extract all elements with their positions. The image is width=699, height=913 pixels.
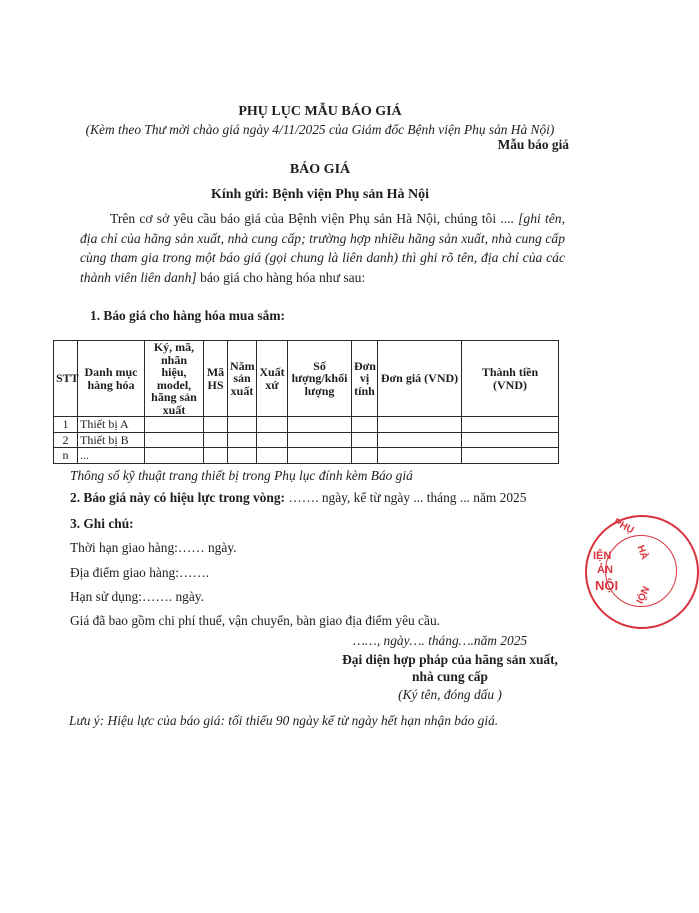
stamp-ring-text: PHỤ (611, 516, 636, 537)
cell (228, 448, 257, 464)
stamp-center-text: ẢN (597, 564, 613, 576)
row-name: Thiết bị B (78, 432, 145, 448)
table-row (54, 432, 559, 448)
stamp-ring-text: NỘI (633, 584, 651, 605)
cell (257, 448, 288, 464)
stamp-ring-text: HÀ (634, 543, 650, 562)
cell (257, 417, 288, 433)
validity-line (70, 490, 526, 506)
cell (462, 432, 559, 448)
cell (462, 448, 559, 464)
cell (204, 417, 228, 433)
stamp-center-text: IỆN (593, 550, 612, 562)
header-don-gia: Đơn giá (VND) (378, 341, 462, 417)
cell (462, 417, 559, 433)
validity-footnote: Lưu ý: Hiệu lực của báo giá: tối thiểu 90 ngày kể từ ngày hết hạn nhận báo giá. (69, 713, 499, 728)
quotation-table (53, 340, 559, 464)
delivery-time: Thời hạn giao hàng:…… ngày. (70, 540, 237, 555)
table-note: Thông số kỹ thuật trang thiết bị trong Phụ lục đính kèm Báo giá (70, 468, 413, 483)
row-name: Thiết bị A (78, 417, 145, 433)
validity-text: ……. ngày, kể từ ngày ... tháng ... năm 2025 (288, 490, 527, 505)
header-thanh-tien: Thành tiền (VND) (462, 341, 559, 417)
cell (145, 448, 204, 464)
intro-paragraph (80, 209, 565, 287)
table-row (54, 448, 559, 464)
table-header-row (54, 341, 559, 417)
hospital-stamp (585, 515, 699, 629)
table-row (54, 417, 559, 433)
delivery-place: Địa điểm giao hàng:……. (70, 565, 210, 580)
header-don-vi: Đơn vị tính (352, 341, 378, 417)
header-ma-hs: Mã HS (204, 341, 228, 417)
intro-plain: Trên cơ sở yêu cầu báo giá của Bệnh viện Phụ sản Hà Nội, chúng tôi .... (110, 211, 514, 226)
cell (352, 448, 378, 464)
price-note: Giá đã bao gồm chi phí thuế, vận chuyển, bàn giao địa điểm yêu cầu. (70, 613, 440, 628)
appendix-title: PHỤ LỤC MẪU BÁO GIÁ (238, 104, 402, 119)
cell (257, 432, 288, 448)
section-3-heading: 3. Ghi chú: (70, 516, 134, 531)
intro-end: báo giá cho hàng hóa như sau: (200, 269, 366, 285)
cell (288, 432, 352, 448)
row-stt: 2 (54, 432, 78, 448)
cell (378, 448, 462, 464)
cell (378, 432, 462, 448)
row-stt: 1 (54, 417, 78, 433)
header-ky-ma: Ký, mã, nhãn hiệu, model, hãng sản xuất (145, 341, 204, 417)
row-name: ... (78, 448, 145, 464)
cell (204, 448, 228, 464)
cell (145, 417, 204, 433)
header-danh-muc: Danh mục hàng hóa (78, 341, 145, 417)
form-label: Mẫu báo giá (497, 137, 569, 152)
signature-date: ……, ngày…. tháng….năm 2025 (353, 633, 528, 648)
greeting-line: Kính gửi: Bệnh viện Phụ sản Hà Nội (210, 187, 430, 202)
cell (352, 432, 378, 448)
section-2-heading: 2. Báo giá này có hiệu lực trong vòng: (70, 490, 285, 505)
stamp-center-text: NỘI (595, 578, 619, 593)
document-title: BÁO GIÁ (289, 162, 351, 177)
cell (378, 417, 462, 433)
cell (228, 417, 257, 433)
intro-italic: [ghi tên, địa chỉ của hãng sản xuất, nhà cung cấp; trường hợp nhiều hãng sản xuất, nhà cung cấp cùng tham gia trong một báo giá (gọi chung là liên danh) thì ghi rõ tên, địa chỉ của các thành viên liên danh] (80, 211, 565, 285)
header-stt: STT (54, 341, 78, 417)
cell (352, 417, 378, 433)
section-1-heading: 1. Báo giá cho hàng hóa mua sắm: (90, 308, 285, 323)
header-xuat-xu: Xuất xứ (257, 341, 288, 417)
cell (288, 448, 352, 464)
signature-note: (Ký tên, đóng dấu ) (398, 687, 502, 702)
header-so-luong: Số lượng/khối lượng (288, 341, 352, 417)
expiry-line: Hạn sử dụng:……. ngày. (70, 589, 204, 604)
header-nam-sx: Năm sản xuất (228, 341, 257, 417)
signature-title-2: nhà cung cấp (412, 669, 488, 684)
cell (288, 417, 352, 433)
cell (204, 432, 228, 448)
signature-title-1: Đại diện hợp pháp của hãng sản xuất, (342, 652, 558, 667)
appendix-subtitle: (Kèm theo Thư mời chào giá ngày 4/11/2025 của Giám đốc Bệnh viện Phụ sản Hà Nội) (85, 122, 555, 137)
cell (145, 432, 204, 448)
cell (228, 432, 257, 448)
row-stt: n (54, 448, 78, 464)
